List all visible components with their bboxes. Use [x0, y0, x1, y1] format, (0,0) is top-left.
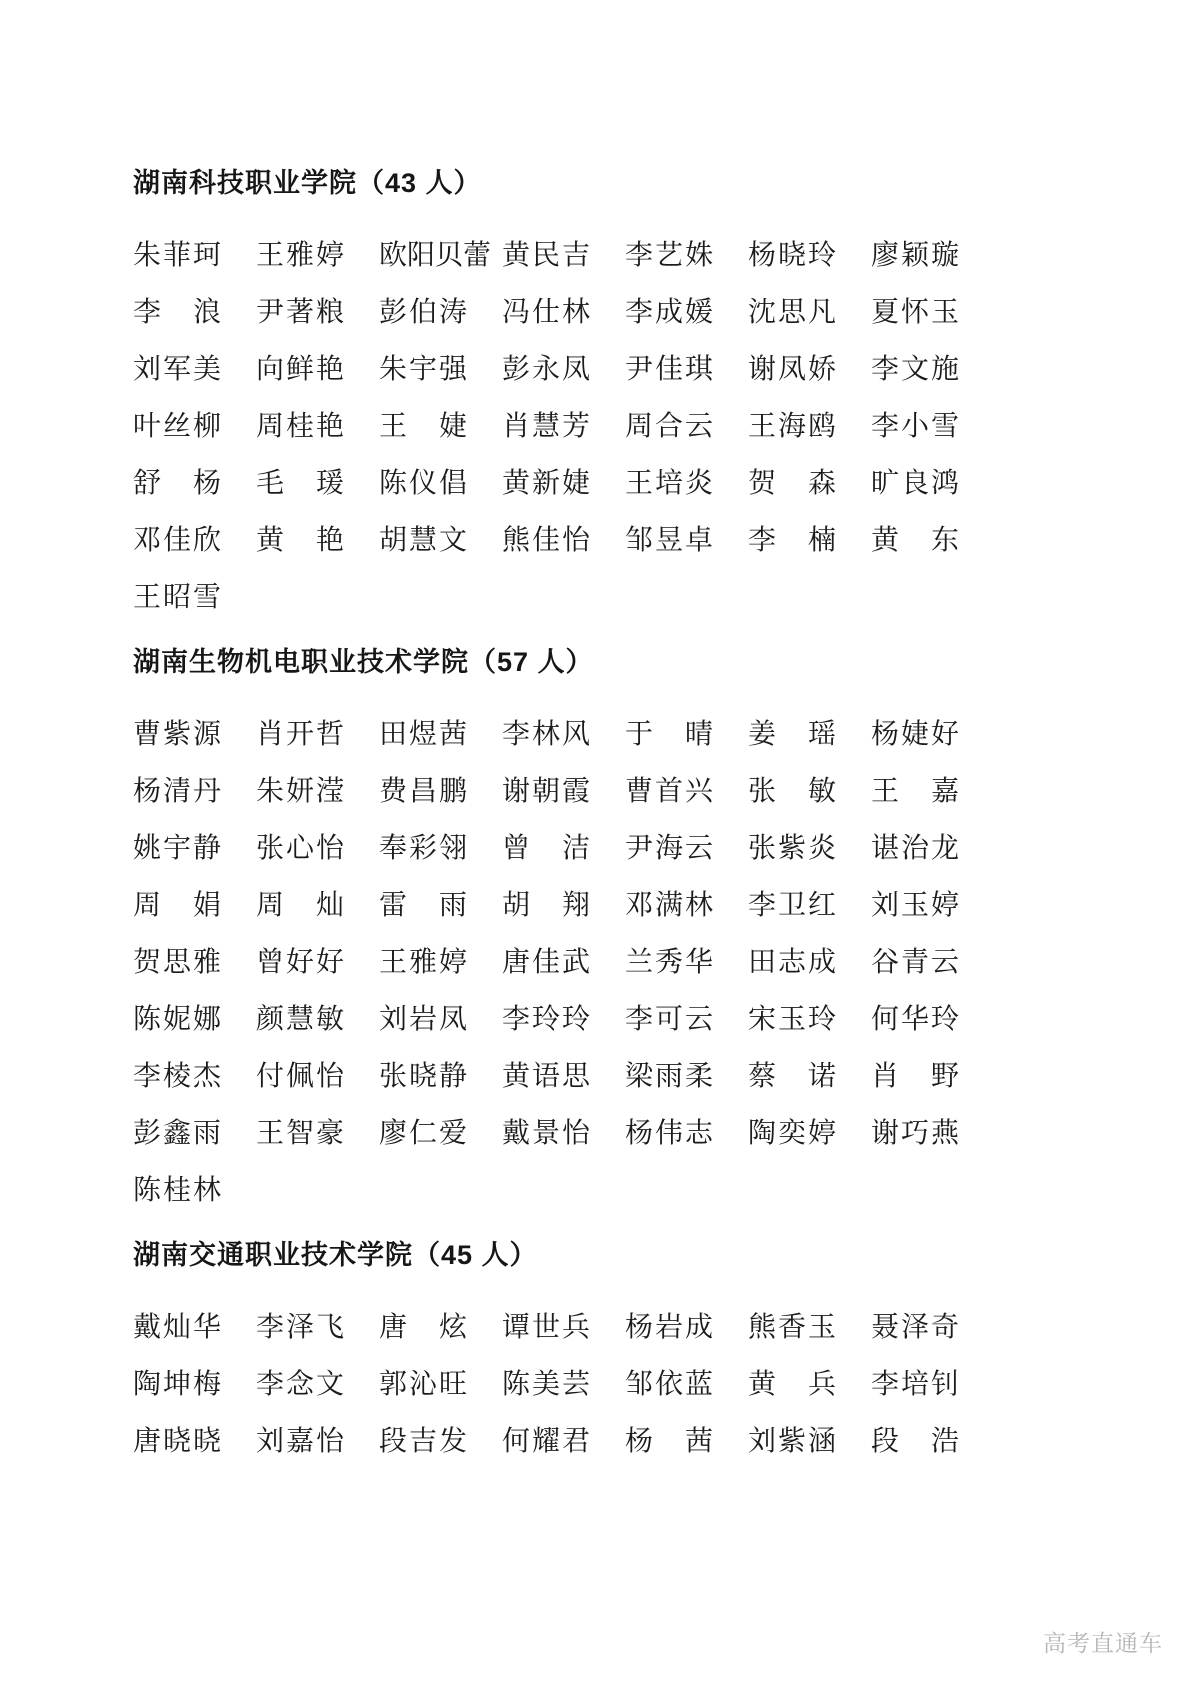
- person-name: 姜瑶: [748, 718, 836, 750]
- name-cell: [133, 933, 256, 990]
- name-cell: [871, 876, 994, 933]
- name-cell: [256, 1412, 379, 1469]
- person-name: 谢凤娇: [748, 353, 836, 385]
- person-name: 毛瑗: [256, 467, 344, 499]
- person-name: 李棱杰: [133, 1060, 221, 1092]
- person-name: 黄新婕: [502, 467, 590, 499]
- name-cell: [748, 762, 871, 819]
- person-name: 陈桂林: [133, 1174, 221, 1206]
- person-name: 周灿: [256, 889, 344, 921]
- person-name: 廖颖璇: [871, 239, 959, 271]
- person-name: 杨晓玲: [748, 239, 836, 271]
- person-name: 熊佳怡: [502, 524, 590, 556]
- name-cell: [748, 705, 871, 762]
- person-name: 何耀君: [502, 1425, 590, 1457]
- person-name: 李成媛: [625, 296, 713, 328]
- person-name: 李浪: [133, 296, 221, 328]
- name-cell: [379, 511, 502, 568]
- person-name: 刘嘉怡: [256, 1425, 344, 1457]
- person-name: 张心怡: [256, 832, 344, 864]
- person-name: 王培炎: [625, 467, 713, 499]
- person-name: 奉彩翎: [379, 832, 467, 864]
- name-cell: [379, 226, 502, 283]
- person-name: 戴景怡: [502, 1117, 590, 1149]
- name-cell: [133, 1298, 256, 1355]
- name-cell: [625, 283, 748, 340]
- college-section: [133, 166, 1130, 625]
- name-cell: [748, 454, 871, 511]
- person-name: 陶坤梅: [133, 1368, 221, 1400]
- person-name: 唐晓晓: [133, 1425, 221, 1457]
- person-name: 李可云: [625, 1003, 713, 1035]
- name-cell: [625, 340, 748, 397]
- person-name: 邹依蓝: [625, 1368, 713, 1400]
- name-cell: [256, 1298, 379, 1355]
- person-name: 李玲玲: [502, 1003, 590, 1035]
- person-name: 谢朝霞: [502, 775, 590, 807]
- name-cell: [133, 1412, 256, 1469]
- person-name: 梁雨柔: [625, 1060, 713, 1092]
- name-cell: [871, 705, 994, 762]
- watermark: 高考直通车: [1043, 1630, 1163, 1656]
- name-cell: [502, 283, 625, 340]
- person-name: 颜慧敏: [256, 1003, 344, 1035]
- name-cell: [379, 1104, 502, 1161]
- name-cell: [502, 340, 625, 397]
- name-cell: [748, 1047, 871, 1104]
- person-name: 贺森: [748, 467, 836, 499]
- name-cell: [625, 1298, 748, 1355]
- person-name: 李泽飞: [256, 1311, 344, 1343]
- name-cell: [256, 283, 379, 340]
- name-list: [133, 226, 1130, 625]
- person-name: 唐佳武: [502, 946, 590, 978]
- person-name: 朱菲珂: [133, 239, 221, 271]
- name-cell: [625, 397, 748, 454]
- person-name: 宋玉玲: [748, 1003, 836, 1035]
- name-cell: [502, 990, 625, 1047]
- name-cell: [871, 933, 994, 990]
- name-cell: [871, 226, 994, 283]
- person-name: 杨岩成: [625, 1311, 713, 1343]
- person-name: 段吉发: [379, 1425, 467, 1457]
- name-cell: [502, 762, 625, 819]
- person-name: 付佩怡: [256, 1060, 344, 1092]
- name-cell: [133, 819, 256, 876]
- person-name: 邓满林: [625, 889, 713, 921]
- name-cell: [256, 226, 379, 283]
- name-cell: [871, 397, 994, 454]
- name-cell: [502, 1412, 625, 1469]
- person-name: 王婕: [379, 410, 467, 442]
- name-cell: [871, 1104, 994, 1161]
- name-cell: [133, 1355, 256, 1412]
- name-cell: [379, 990, 502, 1047]
- person-name: 尹海云: [625, 832, 713, 864]
- name-cell: [871, 1047, 994, 1104]
- name-cell: [502, 454, 625, 511]
- name-cell: [133, 762, 256, 819]
- person-name: 王雅婷: [256, 239, 344, 271]
- person-name: 陈仪倡: [379, 467, 467, 499]
- person-name: 郭沁旺: [379, 1368, 467, 1400]
- person-name: 彭伯涛: [379, 296, 467, 328]
- name-cell: [748, 340, 871, 397]
- name-cell: [871, 340, 994, 397]
- section-title: 湖南科技职业学院（43 人）: [133, 168, 482, 198]
- person-name: 曾好好: [256, 946, 344, 978]
- college-section: [133, 1238, 1130, 1469]
- name-cell: [748, 511, 871, 568]
- person-name: 刘玉婷: [871, 889, 959, 921]
- person-name: 于晴: [625, 718, 713, 750]
- name-cell: [748, 1104, 871, 1161]
- name-cell: [502, 226, 625, 283]
- person-name: 邓佳欣: [133, 524, 221, 556]
- person-name: 廖仁爱: [379, 1117, 467, 1149]
- name-cell: [625, 1104, 748, 1161]
- name-cell: [133, 340, 256, 397]
- person-name: 邹昱卓: [625, 524, 713, 556]
- name-cell: [871, 511, 994, 568]
- name-cell: [502, 397, 625, 454]
- person-name: 贺思雅: [133, 946, 221, 978]
- name-cell: [133, 226, 256, 283]
- person-name: 陈妮娜: [133, 1003, 221, 1035]
- person-name: 舒杨: [133, 467, 221, 499]
- person-name: 曾洁: [502, 832, 590, 864]
- person-name: 陈美芸: [502, 1368, 590, 1400]
- person-name: 何华玲: [871, 1003, 959, 1035]
- person-name: 段浩: [871, 1425, 959, 1457]
- name-cell: [379, 762, 502, 819]
- person-name: 胡翔: [502, 889, 590, 921]
- person-name: 杨伟志: [625, 1117, 713, 1149]
- name-cell: [871, 1355, 994, 1412]
- name-cell: [502, 1355, 625, 1412]
- name-cell: [871, 990, 994, 1047]
- name-list: [133, 1298, 1130, 1469]
- name-cell: [748, 1412, 871, 1469]
- person-name: 李培钊: [871, 1368, 959, 1400]
- name-cell: [502, 876, 625, 933]
- person-name: 李小雪: [871, 410, 959, 442]
- name-cell: [625, 705, 748, 762]
- name-cell: [133, 397, 256, 454]
- name-cell: [502, 1298, 625, 1355]
- name-cell: [256, 705, 379, 762]
- person-name: 周桂艳: [256, 410, 344, 442]
- name-cell: [625, 1355, 748, 1412]
- person-name: 张晓静: [379, 1060, 467, 1092]
- person-name: 尹佳琪: [625, 353, 713, 385]
- person-name: 曹首兴: [625, 775, 713, 807]
- name-cell: [379, 1355, 502, 1412]
- name-cell: [748, 283, 871, 340]
- name-cell: [133, 990, 256, 1047]
- person-name: 肖野: [871, 1060, 959, 1092]
- name-cell: [256, 1355, 379, 1412]
- name-cell: [133, 876, 256, 933]
- name-cell: [625, 876, 748, 933]
- name-cell: [502, 819, 625, 876]
- person-name: 黄东: [871, 524, 959, 556]
- name-cell: [625, 454, 748, 511]
- person-name: 杨茜: [625, 1425, 713, 1457]
- name-cell: [133, 1161, 256, 1218]
- person-name: 谷青云: [871, 946, 959, 978]
- name-cell: [871, 454, 994, 511]
- name-cell: [256, 933, 379, 990]
- name-cell: [133, 1104, 256, 1161]
- name-cell: [256, 1047, 379, 1104]
- person-name: 戴灿华: [133, 1311, 221, 1343]
- name-cell: [625, 1047, 748, 1104]
- person-name: 谌治龙: [871, 832, 959, 864]
- person-name: 李艺姝: [625, 239, 713, 271]
- person-name: 黄语思: [502, 1060, 590, 1092]
- name-cell: [748, 933, 871, 990]
- name-cell: [133, 454, 256, 511]
- college-section: [133, 645, 1130, 1218]
- name-cell: [625, 762, 748, 819]
- name-cell: [379, 1047, 502, 1104]
- name-cell: [748, 226, 871, 283]
- person-name: 黄艳: [256, 524, 344, 556]
- person-name: 曹紫源: [133, 718, 221, 750]
- person-name: 冯仕林: [502, 296, 590, 328]
- name-cell: [502, 1104, 625, 1161]
- person-name: 刘岩凤: [379, 1003, 467, 1035]
- person-name: 蔡诺: [748, 1060, 836, 1092]
- name-cell: [871, 762, 994, 819]
- person-name: 李林风: [502, 718, 590, 750]
- name-cell: [379, 340, 502, 397]
- person-name: 张紫炎: [748, 832, 836, 864]
- name-cell: [133, 568, 256, 625]
- name-cell: [133, 1047, 256, 1104]
- person-name: 张敏: [748, 775, 836, 807]
- name-cell: [379, 876, 502, 933]
- name-cell: [133, 283, 256, 340]
- person-name: 肖慧芳: [502, 410, 590, 442]
- person-name: 朱宇强: [379, 353, 467, 385]
- person-name: 欧阳贝蕾: [379, 239, 492, 271]
- name-cell: [256, 511, 379, 568]
- section-title: 湖南生物机电职业技术学院（57 人）: [133, 647, 594, 677]
- name-cell: [256, 454, 379, 511]
- name-cell: [625, 819, 748, 876]
- person-name: 王海鸥: [748, 410, 836, 442]
- name-cell: [256, 990, 379, 1047]
- person-name: 尹著粮: [256, 296, 344, 328]
- name-cell: [256, 762, 379, 819]
- name-cell: [625, 933, 748, 990]
- name-cell: [256, 340, 379, 397]
- person-name: 王雅婷: [379, 946, 467, 978]
- name-cell: [748, 876, 871, 933]
- name-cell: [625, 226, 748, 283]
- person-name: 陶奕婷: [748, 1117, 836, 1149]
- person-name: 刘军美: [133, 353, 221, 385]
- name-cell: [625, 1412, 748, 1469]
- person-name: 唐炫: [379, 1311, 467, 1343]
- person-name: 叶丝柳: [133, 410, 221, 442]
- person-name: 王嘉: [871, 775, 959, 807]
- name-cell: [379, 705, 502, 762]
- person-name: 李卫红: [748, 889, 836, 921]
- name-list: [133, 705, 1130, 1218]
- person-name: 姚宇静: [133, 832, 221, 864]
- name-cell: [502, 1047, 625, 1104]
- name-cell: [379, 454, 502, 511]
- person-name: 费昌鹏: [379, 775, 467, 807]
- person-name: 田煜茜: [379, 718, 467, 750]
- person-name: 雷雨: [379, 889, 467, 921]
- person-name: 黄兵: [748, 1368, 836, 1400]
- person-name: 王智豪: [256, 1117, 344, 1149]
- person-name: 沈思凡: [748, 296, 836, 328]
- name-cell: [748, 990, 871, 1047]
- person-name: 田志成: [748, 946, 836, 978]
- name-cell: [379, 819, 502, 876]
- document-content: [133, 166, 1130, 1469]
- name-cell: [379, 397, 502, 454]
- name-cell: [256, 819, 379, 876]
- person-name: 谭世兵: [502, 1311, 590, 1343]
- name-cell: [379, 1412, 502, 1469]
- name-cell: [748, 1355, 871, 1412]
- person-name: 胡慧文: [379, 524, 467, 556]
- name-cell: [256, 1104, 379, 1161]
- name-cell: [502, 933, 625, 990]
- name-cell: [379, 933, 502, 990]
- name-cell: [502, 511, 625, 568]
- section-title: 湖南交通职业技术学院（45 人）: [133, 1240, 538, 1270]
- name-cell: [871, 1298, 994, 1355]
- name-cell: [871, 819, 994, 876]
- person-name: 彭永凤: [502, 353, 590, 385]
- person-name: 杨婕好: [871, 718, 959, 750]
- name-cell: [625, 990, 748, 1047]
- name-cell: [625, 511, 748, 568]
- name-cell: [871, 283, 994, 340]
- person-name: 熊香玉: [748, 1311, 836, 1343]
- person-name: 杨清丹: [133, 775, 221, 807]
- name-cell: [871, 1412, 994, 1469]
- person-name: 朱妍滢: [256, 775, 344, 807]
- name-cell: [256, 876, 379, 933]
- name-cell: [748, 1298, 871, 1355]
- person-name: 肖开哲: [256, 718, 344, 750]
- name-cell: [133, 511, 256, 568]
- person-name: 夏怀玉: [871, 296, 959, 328]
- name-cell: [502, 705, 625, 762]
- person-name: 周娟: [133, 889, 221, 921]
- person-name: 李念文: [256, 1368, 344, 1400]
- person-name: 旷良鸿: [871, 467, 959, 499]
- name-cell: [256, 397, 379, 454]
- name-cell: [379, 283, 502, 340]
- person-name: 向鲜艳: [256, 353, 344, 385]
- person-name: 周合云: [625, 410, 713, 442]
- person-name: 刘紫涵: [748, 1425, 836, 1457]
- person-name: 谢巧燕: [871, 1117, 959, 1149]
- person-name: 聂泽奇: [871, 1311, 959, 1343]
- name-cell: [379, 1298, 502, 1355]
- name-cell: [748, 819, 871, 876]
- person-name: 李文施: [871, 353, 959, 385]
- person-name: 王昭雪: [133, 581, 221, 613]
- person-name: 李楠: [748, 524, 836, 556]
- name-cell: [133, 705, 256, 762]
- person-name: 兰秀华: [625, 946, 713, 978]
- person-name: 彭鑫雨: [133, 1117, 221, 1149]
- name-cell: [748, 397, 871, 454]
- person-name: 黄民吉: [502, 239, 590, 271]
